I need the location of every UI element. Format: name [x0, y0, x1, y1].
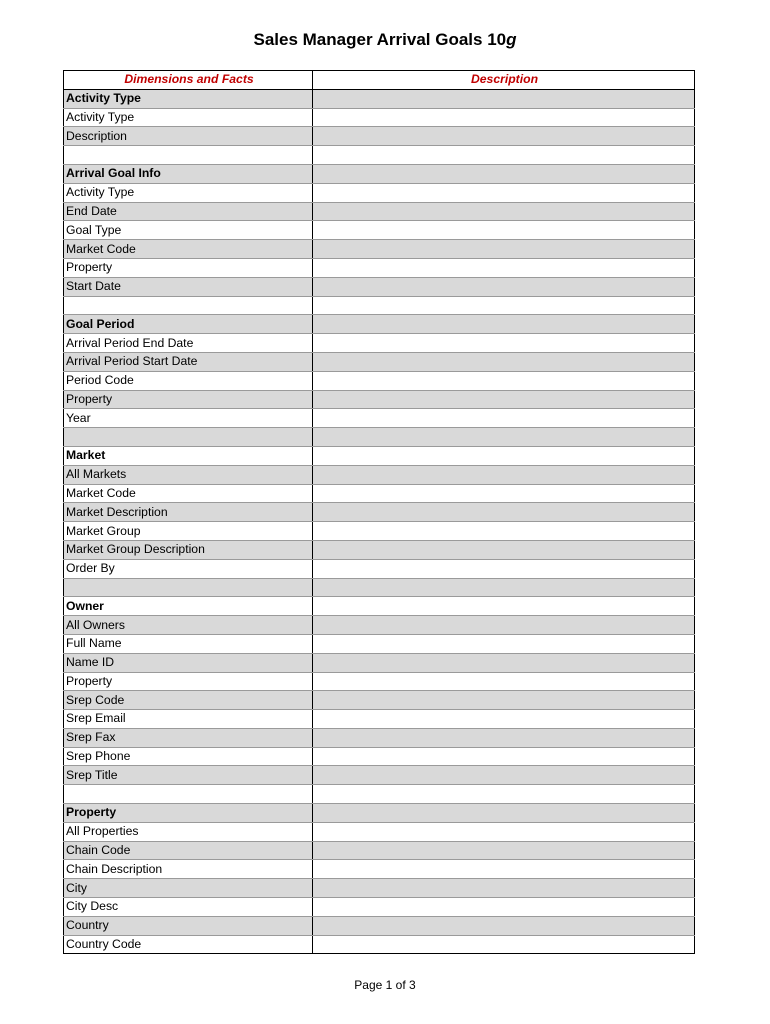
- table-row: [64, 371, 695, 390]
- description-cell: [313, 766, 695, 785]
- table-row: [64, 390, 695, 409]
- table-row: [64, 296, 695, 315]
- field-name-cell: Market Description: [64, 503, 313, 522]
- table-row: [64, 879, 695, 898]
- description-cell: [313, 277, 695, 296]
- section-title: Activity Type: [64, 89, 313, 108]
- section-header-row: [64, 446, 695, 465]
- description-cell: [313, 559, 695, 578]
- table-row: [64, 916, 695, 935]
- field-name-cell: Order By: [64, 559, 313, 578]
- table-row: [64, 653, 695, 672]
- description-cell: [313, 352, 695, 371]
- field-name-cell: Description: [64, 127, 313, 146]
- description-cell: [313, 935, 695, 954]
- description-cell: [313, 258, 695, 277]
- field-name-cell: City Desc: [64, 898, 313, 917]
- field-name-cell: Activity Type: [64, 108, 313, 127]
- description-cell: [313, 503, 695, 522]
- description-cell: [313, 822, 695, 841]
- description-cell: [313, 691, 695, 710]
- description-cell: [313, 841, 695, 860]
- field-name-cell: All Properties: [64, 822, 313, 841]
- section-title: Property: [64, 804, 313, 823]
- table-row: [64, 766, 695, 785]
- field-name-cell: [64, 578, 313, 597]
- description-cell: [313, 164, 695, 183]
- table-header-row: [64, 71, 695, 90]
- description-cell: [313, 728, 695, 747]
- section-header-row: [64, 804, 695, 823]
- description-cell: [313, 202, 695, 221]
- description-cell: [313, 916, 695, 935]
- table-row: [64, 578, 695, 597]
- section-title: Arrival Goal Info: [64, 164, 313, 183]
- description-cell: [313, 540, 695, 559]
- field-name-cell: City: [64, 879, 313, 898]
- description-cell: [313, 89, 695, 108]
- table-row: [64, 935, 695, 954]
- field-name-cell: Property: [64, 258, 313, 277]
- field-name-cell: Srep Code: [64, 691, 313, 710]
- description-cell: [313, 484, 695, 503]
- field-name-cell: Market Code: [64, 484, 313, 503]
- table-row: [64, 484, 695, 503]
- description-cell: [313, 127, 695, 146]
- field-name-cell: Srep Title: [64, 766, 313, 785]
- table-row: [64, 540, 695, 559]
- description-cell: [313, 597, 695, 616]
- description-cell: [313, 522, 695, 541]
- table-row: [64, 202, 695, 221]
- field-name-cell: [64, 785, 313, 804]
- field-name-cell: Arrival Period End Date: [64, 334, 313, 353]
- section-header-row: [64, 315, 695, 334]
- section-title: Market: [64, 446, 313, 465]
- table-row: [64, 616, 695, 635]
- description-cell: [313, 146, 695, 165]
- description-cell: [313, 785, 695, 804]
- field-name-cell: Start Date: [64, 277, 313, 296]
- description-cell: [313, 634, 695, 653]
- table-row: [64, 710, 695, 729]
- field-name-cell: Activity Type: [64, 183, 313, 202]
- table-row: [64, 127, 695, 146]
- description-cell: [313, 371, 695, 390]
- field-name-cell: Country Code: [64, 935, 313, 954]
- section-header-row: [64, 597, 695, 616]
- page-title-text: Sales Manager Arrival Goals 10: [253, 30, 507, 49]
- section-header-row: [64, 164, 695, 183]
- table-row: [64, 841, 695, 860]
- description-cell: [313, 240, 695, 259]
- field-name-cell: Country: [64, 916, 313, 935]
- section-title: Owner: [64, 597, 313, 616]
- description-cell: [313, 334, 695, 353]
- header-description: Description: [313, 71, 695, 90]
- table-row: [64, 240, 695, 259]
- table-row: [64, 728, 695, 747]
- field-name-cell: Period Code: [64, 371, 313, 390]
- table-row: [64, 522, 695, 541]
- table-row: [64, 108, 695, 127]
- table-row: [64, 334, 695, 353]
- field-name-cell: Goal Type: [64, 221, 313, 240]
- description-cell: [313, 710, 695, 729]
- description-cell: [313, 108, 695, 127]
- field-name-cell: [64, 146, 313, 165]
- description-cell: [313, 860, 695, 879]
- table-row: [64, 428, 695, 447]
- description-cell: [313, 578, 695, 597]
- field-name-cell: Srep Fax: [64, 728, 313, 747]
- table-row: [64, 503, 695, 522]
- table-row: [64, 691, 695, 710]
- table-row: [64, 221, 695, 240]
- description-cell: [313, 428, 695, 447]
- page-title-suffix: g: [506, 30, 517, 49]
- field-name-cell: Srep Phone: [64, 747, 313, 766]
- description-cell: [313, 804, 695, 823]
- field-name-cell: Year: [64, 409, 313, 428]
- table-row: [64, 559, 695, 578]
- description-cell: [313, 672, 695, 691]
- description-cell: [313, 446, 695, 465]
- field-name-cell: Market Group: [64, 522, 313, 541]
- header-dimensions-and-facts: Dimensions and Facts: [64, 71, 313, 90]
- description-cell: [313, 315, 695, 334]
- field-name-cell: Chain Code: [64, 841, 313, 860]
- page-number: Page 1 of 3: [354, 978, 416, 992]
- table-row: [64, 672, 695, 691]
- table-row: [64, 146, 695, 165]
- description-cell: [313, 747, 695, 766]
- table-row: [64, 465, 695, 484]
- description-cell: [313, 879, 695, 898]
- description-cell: [313, 409, 695, 428]
- field-name-cell: [64, 296, 313, 315]
- table-row: [64, 352, 695, 371]
- field-name-cell: Chain Description: [64, 860, 313, 879]
- field-name-cell: Market Code: [64, 240, 313, 259]
- table-row: [64, 785, 695, 804]
- table-row: [64, 898, 695, 917]
- description-cell: [313, 465, 695, 484]
- table-body: [64, 89, 695, 954]
- dimensions-table: [63, 70, 695, 954]
- field-name-cell: End Date: [64, 202, 313, 221]
- field-name-cell: All Owners: [64, 616, 313, 635]
- field-name-cell: Name ID: [64, 653, 313, 672]
- table-row: [64, 409, 695, 428]
- description-cell: [313, 898, 695, 917]
- table-row: [64, 183, 695, 202]
- table-row: [64, 747, 695, 766]
- description-cell: [313, 183, 695, 202]
- field-name-cell: [64, 428, 313, 447]
- field-name-cell: Srep Email: [64, 710, 313, 729]
- table-row: [64, 634, 695, 653]
- field-name-cell: Market Group Description: [64, 540, 313, 559]
- field-name-cell: Property: [64, 672, 313, 691]
- description-cell: [313, 653, 695, 672]
- table-row: [64, 277, 695, 296]
- field-name-cell: All Markets: [64, 465, 313, 484]
- field-name-cell: Full Name: [64, 634, 313, 653]
- description-cell: [313, 616, 695, 635]
- section-title: Goal Period: [64, 315, 313, 334]
- field-name-cell: Property: [64, 390, 313, 409]
- page-title: [0, 30, 770, 50]
- section-header-row: [64, 89, 695, 108]
- field-name-cell: Arrival Period Start Date: [64, 352, 313, 371]
- table-row: [64, 860, 695, 879]
- description-cell: [313, 390, 695, 409]
- table-row: [64, 258, 695, 277]
- table-row: [64, 822, 695, 841]
- description-cell: [313, 296, 695, 315]
- description-cell: [313, 221, 695, 240]
